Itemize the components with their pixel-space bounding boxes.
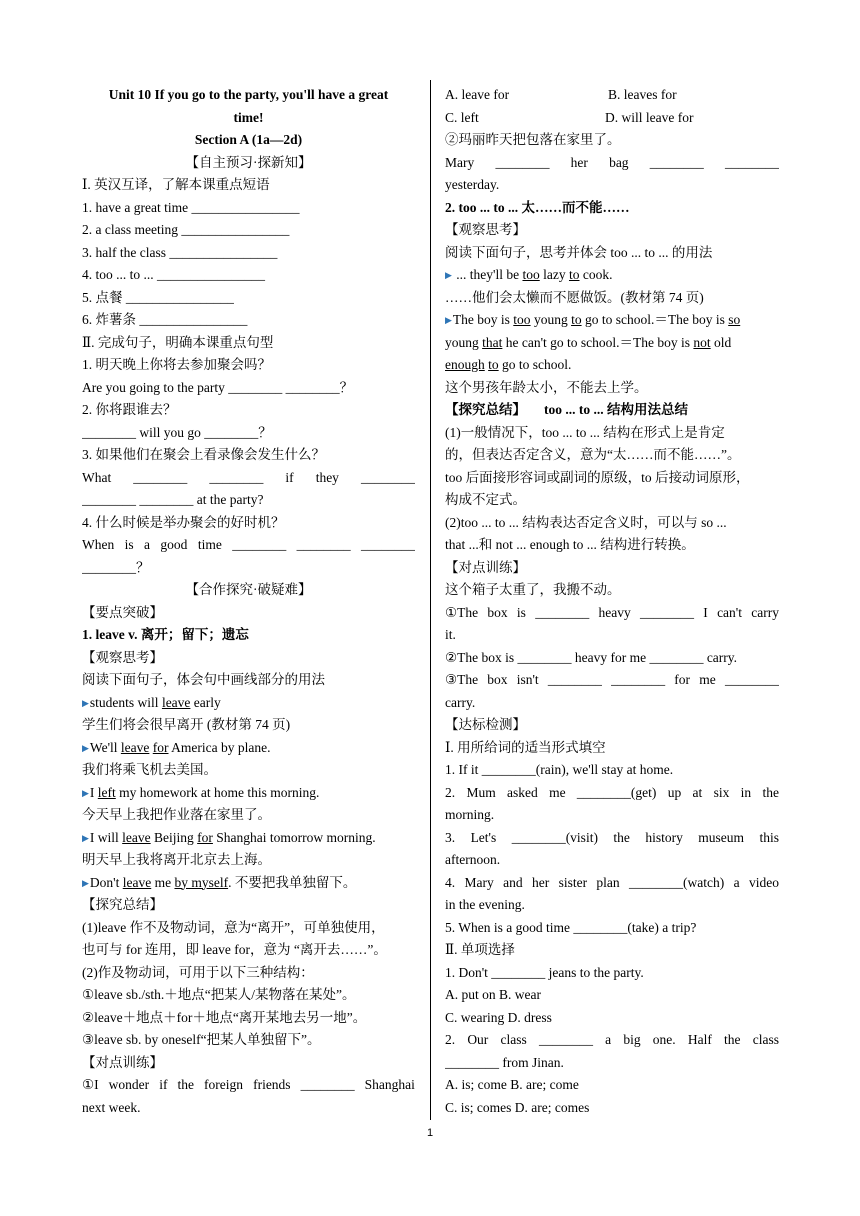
word: class bbox=[752, 1032, 779, 1047]
choice-2 bbox=[445, 1029, 779, 1052]
word: sister bbox=[558, 874, 588, 890]
word: ________ bbox=[495, 154, 550, 170]
word: her bbox=[531, 874, 550, 890]
bullet-triangle-icon: ▶ bbox=[82, 697, 89, 708]
fill-2-cont: morning. bbox=[445, 807, 495, 822]
word: Mum bbox=[466, 784, 496, 800]
fill-2 bbox=[445, 782, 779, 805]
word: ________ bbox=[300, 1077, 355, 1092]
word: ________ bbox=[724, 154, 779, 170]
word: the bbox=[724, 1032, 741, 1047]
option-a: A. leave for bbox=[445, 87, 510, 102]
word: video bbox=[748, 874, 779, 890]
word: ________(visit) bbox=[511, 829, 598, 845]
options-ab bbox=[445, 84, 779, 107]
phrase-4: 4. too ... to ... ________________ bbox=[82, 267, 266, 282]
heading-cooperate: 【合作探究·破疑难】 bbox=[185, 582, 312, 597]
word: ________ bbox=[640, 604, 694, 620]
word: Shanghai bbox=[364, 1077, 415, 1092]
word: ________ bbox=[360, 469, 415, 485]
word: they bbox=[315, 469, 339, 485]
word: ________ bbox=[724, 672, 779, 687]
heading-observe: 【观察思考】 bbox=[82, 649, 163, 665]
bullet-triangle-icon: ▶ bbox=[445, 270, 452, 280]
word: at bbox=[692, 784, 703, 800]
word: if bbox=[159, 1077, 168, 1092]
word: her bbox=[570, 154, 588, 170]
bullet-triangle-icon: ▶ bbox=[82, 877, 89, 888]
heading-preview: 【自主预习·探新知】 bbox=[185, 154, 312, 170]
observe-intro-2: 阅读下面句子，思考并体会 too ... to ... 的用法 bbox=[445, 244, 713, 260]
fill-4-cont: in the evening. bbox=[445, 897, 525, 912]
key-point-1: 1. leave v. 离开；留下；遗忘 bbox=[82, 627, 249, 642]
heading-training: 【对点训练】 bbox=[82, 1054, 163, 1070]
summary2-line-6: that ...和 not ... enough to ... 结构进行转换。 bbox=[445, 537, 695, 552]
part2-heading: Ⅱ. 完成句子，明确本课重点句型 bbox=[82, 334, 274, 350]
word: bag bbox=[609, 154, 629, 170]
option-b: B. leaves for bbox=[608, 87, 677, 102]
phrase-6: 6. 炸薯条 ________________ bbox=[82, 312, 248, 327]
heading-observe-2: 【观察思考】 bbox=[445, 222, 526, 237]
sentence-2-cn: 2. 你将跟谁去？ bbox=[82, 402, 177, 417]
word: this bbox=[759, 829, 779, 845]
choice-2-cont: ________ from Jinan. bbox=[445, 1054, 564, 1070]
word: museum bbox=[698, 829, 745, 845]
training2-3 bbox=[445, 669, 779, 692]
word: ①The bbox=[445, 604, 479, 620]
word: can't bbox=[717, 604, 742, 620]
word: foreign bbox=[204, 1077, 244, 1092]
example-r1-cn: ……他们会太懒而不愿做饭。(教材第 74 页) bbox=[445, 289, 704, 305]
word: ________ bbox=[538, 1032, 593, 1047]
option-d: D. will leave for bbox=[605, 109, 694, 125]
word: When bbox=[82, 537, 115, 552]
unit-title-line1: Unit 10 If you go to the party, you'll have a great bbox=[108, 87, 389, 102]
word: and bbox=[503, 874, 523, 890]
example-3: ▶I left my homework at home this morning. bbox=[82, 782, 415, 805]
bullet-triangle-icon: ▶ bbox=[82, 787, 89, 798]
word: the bbox=[613, 829, 630, 845]
bullet-triangle-icon: ▶ bbox=[82, 832, 89, 843]
training2-2: ②The box is ________ heavy for me ________ carry. bbox=[445, 649, 738, 665]
training2-intro: 这个箱子太重了，我搬不动。 bbox=[445, 582, 621, 597]
word: Let's bbox=[470, 829, 497, 845]
choice-2-cd: C. is; comes D. are; comes bbox=[445, 1099, 590, 1115]
phrase-2: 2. a class meeting ________________ bbox=[82, 222, 290, 237]
options-cd bbox=[445, 107, 779, 130]
heading-summary: 【探究总结】 bbox=[82, 897, 163, 912]
word: What bbox=[82, 469, 112, 485]
heading-test: 【达标检测】 bbox=[445, 717, 526, 732]
word: ________(watch) bbox=[629, 874, 725, 890]
word: a bbox=[733, 874, 740, 890]
word: good bbox=[160, 537, 188, 552]
sentence-3-en bbox=[82, 467, 415, 490]
choice-1: 1. Don't ________ jeans to the party. bbox=[445, 964, 644, 980]
word: ________(get) bbox=[576, 784, 657, 800]
word: box bbox=[487, 672, 508, 687]
word: if bbox=[285, 469, 294, 485]
example-1-cn: 学生们将会很早离开 (教材第 74 页) bbox=[82, 717, 291, 732]
example-1: ▶students will leave early bbox=[82, 692, 415, 715]
word: ________ bbox=[535, 604, 590, 620]
example-4: ▶I will leave Beijing for Shanghai tomorrow morning. bbox=[82, 827, 415, 850]
word: box bbox=[487, 604, 508, 620]
summary2-line-5: (2)too ... to ... 结构表达否定含义时，可以与 so ... bbox=[445, 514, 727, 530]
question-2-cn: ②玛丽昨天把包落在家里了。 bbox=[445, 132, 621, 147]
word: ________ bbox=[209, 469, 264, 485]
word: Our bbox=[467, 1032, 489, 1047]
unit-title-line2: time! bbox=[233, 109, 264, 125]
word: for bbox=[674, 672, 691, 687]
word: in bbox=[740, 784, 752, 800]
choice-1-ab: A. put on B. wear bbox=[445, 987, 541, 1002]
training2-1-cont: it. bbox=[445, 627, 456, 642]
summary2-line-3: too 后面接形容词或副词的原级，to 后接动词原形， bbox=[445, 469, 750, 485]
right-column bbox=[445, 84, 779, 1119]
fill-3-cont: afternoon. bbox=[445, 852, 501, 867]
section-title: Section A (1a—2d) bbox=[194, 132, 303, 147]
summary-line-4: ①leave sb./sth.＋地点“把某人/某物落在某处”。 bbox=[82, 987, 356, 1002]
summary-line-2: 也可与 for 连用，即 leave for，意为 “离开去……”。 bbox=[82, 942, 387, 957]
word: a bbox=[144, 537, 151, 552]
word: ________ bbox=[547, 672, 602, 687]
word: 2. bbox=[445, 784, 456, 800]
sentence-3-en-cont: ________ ________ at the party? bbox=[82, 492, 264, 507]
word: ________ bbox=[133, 469, 188, 485]
example-4-cn: 明天早上我将离开北京去上海。 bbox=[82, 852, 271, 867]
phrase-3: 3. half the class ________________ bbox=[82, 244, 278, 260]
phrase-1: 1. have a great time ________________ bbox=[82, 199, 300, 215]
bullet-triangle-icon: ▶ bbox=[82, 742, 89, 753]
word: ________ bbox=[360, 537, 415, 552]
sentence-1-cn: 1. 明天晚上你将去参加聚会吗？ bbox=[82, 357, 271, 372]
part1-heading: Ⅰ. 英汉互译，了解本课重点短语 bbox=[82, 177, 270, 192]
word: friends bbox=[253, 1077, 291, 1092]
summary-line-5: ②leave＋地点＋for＋地点“离开某地去另一地”。 bbox=[82, 1009, 367, 1025]
word: ________ bbox=[296, 537, 351, 552]
word: asked bbox=[507, 784, 538, 800]
example-r2-line2: young that he can't go to school.＝The boy is not old bbox=[445, 334, 732, 350]
word: me bbox=[549, 784, 566, 800]
phrase-5: 5. 点餐 ________________ bbox=[82, 289, 234, 305]
heading-training-2: 【对点训练】 bbox=[445, 559, 526, 575]
question-2-en bbox=[445, 152, 779, 175]
fill-4 bbox=[445, 872, 779, 895]
fill-3 bbox=[445, 827, 779, 850]
word: ________ bbox=[649, 154, 704, 170]
summary2-line-2: 的，但表达否定含义，意为“太……而不能……”。 bbox=[445, 447, 741, 462]
example-r2-cn: 这个男孩年龄太小，不能去上学。 bbox=[445, 379, 648, 395]
summary-line-3: (2)作及物动词，可用于以下三种结构： bbox=[82, 964, 314, 980]
word: ③The bbox=[445, 672, 479, 687]
sentence-3-cn: 3. 如果他们在聚会上看录像会发生什么？ bbox=[82, 447, 325, 462]
word: is bbox=[124, 537, 134, 552]
word: is bbox=[516, 604, 526, 620]
summary2-line-1: (1)一般情况下，too ... to ... 结构在形式上是肯定 bbox=[445, 424, 725, 440]
word: plan bbox=[596, 874, 620, 890]
heading-key-points: 【要点突破】 bbox=[82, 604, 163, 620]
test-part2-heading: Ⅱ. 单项选择 bbox=[445, 942, 515, 957]
observe-intro: 阅读下面句子，体会句中画线部分的用法 bbox=[82, 672, 325, 687]
word: a bbox=[605, 1032, 612, 1047]
training2-3-cont: carry. bbox=[445, 694, 476, 710]
choice-1-cd: C. wearing D. dress bbox=[445, 1009, 552, 1025]
word: ________ bbox=[232, 537, 287, 552]
word: 3. bbox=[445, 829, 456, 845]
bullet-triangle-icon: ▶ bbox=[445, 315, 452, 325]
word: time bbox=[197, 537, 222, 552]
key-point-2: 2. too ... to ... 太……而不能…… bbox=[445, 199, 630, 215]
word: six bbox=[713, 784, 730, 800]
word: 4. bbox=[445, 874, 456, 890]
fill-5: 5. When is a good time ________(take) a trip? bbox=[445, 919, 697, 935]
word: 2. bbox=[445, 1032, 456, 1047]
left-column bbox=[82, 84, 415, 1119]
word: Mary bbox=[464, 874, 494, 890]
page-number: 1 bbox=[426, 1127, 434, 1139]
choice-2-ab: A. is; come B. are; come bbox=[445, 1077, 579, 1092]
test-part1-heading: Ⅰ. 用所给词的适当形式填空 bbox=[445, 739, 606, 755]
word: Half bbox=[687, 1032, 712, 1047]
sentence-1-en: Are you going to the party ________ ________？ bbox=[82, 379, 354, 395]
training-1-cont: next week. bbox=[82, 1099, 141, 1115]
word: Mary bbox=[445, 154, 475, 170]
summary-line-6: ③leave sb. by oneself“把某人单独留下”。 bbox=[82, 1032, 321, 1047]
word: isn't bbox=[516, 672, 539, 687]
sentence-2-en: ________ will you go ________？ bbox=[82, 424, 272, 440]
word: ①I bbox=[82, 1077, 99, 1092]
word: history bbox=[645, 829, 683, 845]
word: one. bbox=[652, 1032, 676, 1047]
option-c: C. left bbox=[445, 109, 479, 125]
word: wonder bbox=[108, 1077, 150, 1092]
example-r2-line3: enough to go to school. bbox=[445, 357, 572, 372]
sentence-4-cn: 4. 什么时候是举办聚会的好时机？ bbox=[82, 514, 285, 530]
word: ________ bbox=[611, 672, 666, 687]
word: carry bbox=[751, 604, 779, 620]
example-r1: ▶ ... they'll be too lazy to cook. bbox=[445, 264, 779, 287]
example-2-cn: 我们将乘飞机去美国。 bbox=[82, 762, 217, 777]
example-3-cn: 今天早上我把作业落在家里了。 bbox=[82, 807, 271, 822]
word: heavy bbox=[598, 604, 631, 620]
sentence-4-en-cont: ________？ bbox=[82, 559, 150, 575]
summary-line-1: (1)leave 作不及物动词，意为“离开”，可单独使用， bbox=[82, 919, 385, 935]
column-divider bbox=[430, 80, 431, 1120]
sentence-4-en bbox=[82, 534, 415, 557]
word: big bbox=[623, 1032, 641, 1047]
example-2: ▶We'll leave for America by plane. bbox=[82, 737, 415, 760]
heading-summary-2: 【探究总结】 too ... to ... 结构用法总结 bbox=[445, 402, 688, 417]
word: up bbox=[667, 784, 682, 800]
summary2-line-4: 构成不定式。 bbox=[445, 492, 526, 507]
word: the bbox=[762, 784, 779, 800]
word: me bbox=[699, 672, 716, 687]
word: class bbox=[500, 1032, 527, 1047]
example-r2-line1: ▶The boy is too young to go to school.＝The boy is so bbox=[445, 309, 779, 332]
word: the bbox=[177, 1077, 194, 1092]
training2-1 bbox=[445, 602, 779, 625]
word: I bbox=[703, 604, 708, 620]
training-1 bbox=[82, 1074, 415, 1097]
example-5: ▶Don't leave me by myself. 不要把我单独留下。 bbox=[82, 872, 415, 895]
question-2-cont: yesterday. bbox=[445, 177, 500, 192]
fill-1: 1. If it ________(rain), we'll stay at home. bbox=[445, 762, 674, 777]
